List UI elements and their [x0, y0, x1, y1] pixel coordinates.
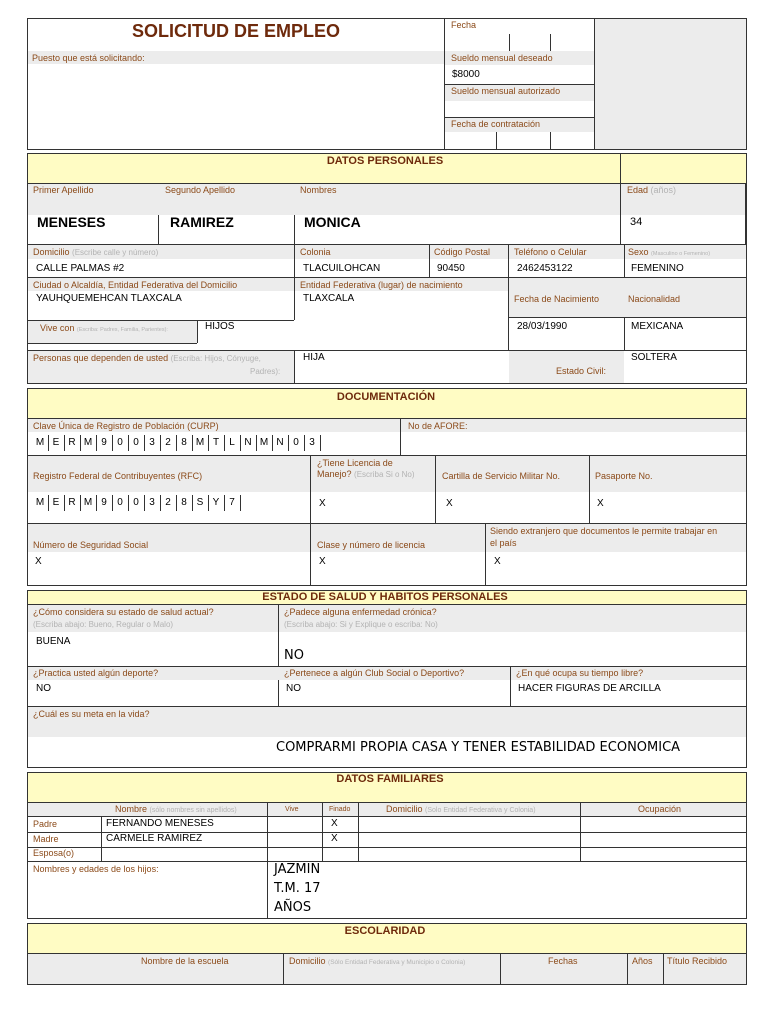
curp-char[interactable]: 0 [293, 437, 299, 448]
documentacion-title: DOCUMENTACIÓN [336, 391, 436, 403]
curp-char[interactable]: L [229, 437, 235, 448]
rfc-char[interactable]: M [35, 497, 45, 508]
rfc-char[interactable]: R [68, 497, 76, 508]
nacionalidad-label: Nacionalidad [628, 294, 681, 304]
rfc-label: Registro Federal de Contribuyentes (RFC) [33, 471, 203, 481]
puesto-label: Puesto que está solicitando: [32, 53, 145, 63]
deporte-question: ¿Practica usted algún deporte? [33, 668, 159, 678]
rfc-char[interactable]: E [52, 497, 60, 508]
sueldo-deseado-label: Sueldo mensual deseado [451, 53, 553, 63]
rfc-char[interactable]: 0 [133, 497, 139, 508]
escolaridad-col-fechas: Fechas [548, 956, 578, 966]
padre-finado[interactable]: X [331, 818, 338, 829]
rfc-char[interactable]: 7 [229, 497, 235, 508]
curp-char[interactable]: 0 [133, 437, 139, 448]
telefono-label: Teléfono o Celular [514, 247, 587, 257]
hijos-line-1[interactable]: JAZMIN [274, 862, 321, 877]
dependen-hint: Padres): [250, 367, 281, 376]
escolaridad-col-anos: Años [632, 956, 653, 966]
primer-apellido-value[interactable]: MENESES [37, 214, 106, 230]
curp-char[interactable]: 9 [101, 437, 107, 448]
rfc-char[interactable]: 0 [117, 497, 123, 508]
familia-col-vive: Vive [285, 806, 299, 813]
rfc-char[interactable]: 3 [149, 497, 155, 508]
esposa-label: Esposa(o) [33, 848, 75, 858]
cronica-question: ¿Padece alguna enfermedad crónica? [284, 607, 437, 617]
dependen-value[interactable]: HIJA [303, 352, 325, 363]
fecha-contratacion-label: Fecha de contratación [451, 119, 541, 129]
sueldo-deseado-value[interactable]: $8000 [452, 69, 480, 80]
pasaporte-label: Pasaporte No. [595, 471, 653, 481]
fecha-nac-label: Fecha de Nacimiento [514, 294, 600, 304]
edad-value[interactable]: 34 [630, 216, 643, 228]
sueldo-autorizado-label: Sueldo mensual autorizado [451, 86, 561, 96]
curp-char[interactable]: R [68, 437, 76, 448]
licencia-label-1: ¿Tiene Licencia de [317, 458, 393, 468]
telefono-value[interactable]: 2462453122 [517, 263, 573, 274]
personal-title: DATOS PERSONALES [326, 155, 444, 167]
nacionalidad-value[interactable]: MEXICANA [631, 321, 684, 332]
domicilio-value[interactable]: CALLE PALMAS #2 [36, 263, 125, 274]
familia-col-nombre: Nombre (sólo nombres sin apellidos) [115, 804, 237, 814]
nss-label: Número de Seguridad Social [33, 540, 149, 550]
escolaridad-col-domicilio: Domicilio (Sólo Entidad Federativa y Municipio o Colonia) [289, 956, 466, 966]
rfc-char[interactable]: Y [212, 497, 220, 508]
meta-value[interactable]: COMPRARMI PROPIA CASA Y TENER ESTABILIDAD ECONOMICA [276, 740, 681, 755]
madre-label: Madre [33, 834, 59, 844]
madre-finado[interactable]: X [331, 833, 338, 844]
familia-title: DATOS FAMILIARES [336, 773, 444, 785]
escolaridad-title: ESCOLARIDAD [344, 925, 426, 937]
segundo-apellido-value[interactable]: RAMIREZ [170, 214, 234, 230]
curp-char[interactable]: N [244, 437, 252, 448]
domicilio-label: Domicilio (Escribe calle y número) [33, 247, 159, 257]
salud-title: ESTADO DE SALUD Y HABITOS PERSONALES [262, 591, 508, 603]
curp-char[interactable]: 8 [181, 437, 187, 448]
fecha-nac-value[interactable]: 28/03/1990 [517, 321, 568, 332]
rfc-char[interactable]: 9 [101, 497, 107, 508]
curp-char[interactable]: 3 [149, 437, 155, 448]
curp-char[interactable]: 0 [117, 437, 123, 448]
curp-char[interactable]: N [276, 437, 284, 448]
curp-char[interactable]: 3 [309, 437, 315, 448]
nombres-value[interactable]: MONICA [304, 214, 361, 230]
sexo-value[interactable]: FEMENINO [631, 263, 684, 274]
licencia-label-2: Manejo? (Escriba Si o No) [317, 469, 415, 479]
padre-label: Padre [33, 819, 58, 829]
cartilla-label: Cartilla de Servicio Militar No. [442, 471, 561, 481]
licencia-value[interactable]: X [319, 498, 326, 509]
rfc-char[interactable]: 8 [181, 497, 187, 508]
entidad-nac-value[interactable]: TLAXCALA [303, 293, 355, 304]
madre-nombre[interactable]: CARMELE RAMIREZ [106, 833, 203, 844]
club-value[interactable]: NO [286, 683, 301, 694]
ciudad-value[interactable]: YAUHQUEMEHCAN TLAXCALA [36, 293, 182, 304]
familia-col-finado: Finado [329, 806, 351, 813]
hijos-line-3[interactable]: AÑOS [274, 900, 312, 915]
rfc-char[interactable]: S [196, 497, 204, 508]
rfc-char[interactable]: M [83, 497, 93, 508]
curp-char[interactable]: M [83, 437, 93, 448]
curp-char[interactable]: E [52, 437, 60, 448]
padre-nombre[interactable]: FERNANDO MENESES [106, 818, 214, 829]
estado-salud-value[interactable]: BUENA [36, 636, 71, 647]
colonia-label: Colonia [300, 247, 331, 257]
cp-label: Código Postal [434, 247, 491, 257]
clase-licencia-label: Clase y número de licencia [317, 540, 426, 550]
header-right-gray [595, 19, 746, 149]
familia-col-ocupacion: Ocupación [638, 804, 682, 814]
primer-apellido-label: Primer Apellido [33, 185, 94, 195]
entidad-nac-label: Entidad Federativa (lugar) de nacimiento [300, 280, 463, 290]
segundo-apellido-label: Segundo Apellido [165, 185, 236, 195]
form-title: SOLICITUD DE EMPLEO [132, 21, 341, 41]
tiempo-libre-question: ¿En qué ocupa su tiempo libre? [516, 668, 644, 678]
cartilla-value[interactable]: X [446, 498, 453, 509]
curp-label: Clave Única de Registro de Población (CURP) [33, 421, 219, 431]
estado-civil-label: Estado Civil: [556, 366, 607, 376]
nss-value[interactable]: X [35, 556, 42, 567]
ciudad-label: Ciudad o Alcaldía, Entidad Federativa del Domicilio [33, 280, 238, 290]
escolaridad-col-titulo: Título Recibido [667, 956, 728, 966]
sexo-label: Sexo (Masculino o Femenino) [628, 247, 711, 257]
estado-salud-hint: (Escriba abajo: Bueno, Regular o Malo) [33, 620, 174, 629]
cronica-value[interactable]: NO [284, 648, 304, 663]
meta-question: ¿Cuál es su meta en la vida? [33, 709, 150, 719]
cronica-hint: (Escriba abajo: Si y Explique o escriba: No) [284, 620, 438, 629]
tiempo-libre-value[interactable]: HACER FIGURAS DE ARCILLA [518, 683, 661, 694]
rfc-char[interactable]: 2 [165, 497, 171, 508]
hijos-line-2[interactable]: T.M. 17 [274, 881, 321, 896]
dependen-label: Personas que dependen de usted (Escriba: Hijos, Cónyuge, [33, 353, 261, 363]
fecha-label: Fecha [451, 20, 477, 30]
vive-con-label: Vive con (Escriba: Padres, Familia, Parientes): [40, 323, 168, 333]
extranjero-label-1: Siendo extranjero que documentos le permite trabajar en [490, 526, 718, 536]
edad-label: Edad (años) [627, 185, 677, 195]
familia-col-domicilio: Domicilio (Solo Entidad Federativa y Colonia) [386, 804, 536, 814]
curp-char[interactable]: M [35, 437, 45, 448]
curp-char[interactable]: M [259, 437, 269, 448]
clase-licencia-value[interactable]: X [319, 556, 326, 567]
cp-value[interactable]: 90450 [437, 263, 465, 274]
escolaridad-col-escuela: Nombre de la escuela [141, 956, 229, 966]
curp-char[interactable]: M [195, 437, 205, 448]
nombres-label: Nombres [300, 185, 337, 195]
curp-char[interactable]: T [212, 437, 220, 448]
colonia-value[interactable]: TLACUILOHCAN [303, 263, 381, 274]
estado-salud-question: ¿Cómo considera su estado de salud actual? [33, 607, 214, 617]
curp-char[interactable]: 2 [165, 437, 171, 448]
extranjero-value[interactable]: X [494, 556, 501, 567]
hijos-label: Nombres y edades de los hijos: [33, 864, 159, 874]
deporte-value[interactable]: NO [36, 683, 51, 694]
club-question: ¿Pertenece a algún Club Social o Deportivo? [284, 668, 465, 678]
pasaporte-value[interactable]: X [597, 498, 604, 509]
afore-label: No de AFORE: [408, 421, 468, 431]
vive-con-value[interactable]: HIJOS [205, 321, 235, 332]
extranjero-label-2: el país [490, 538, 517, 548]
estado-civil-value[interactable]: SOLTERA [631, 352, 677, 363]
